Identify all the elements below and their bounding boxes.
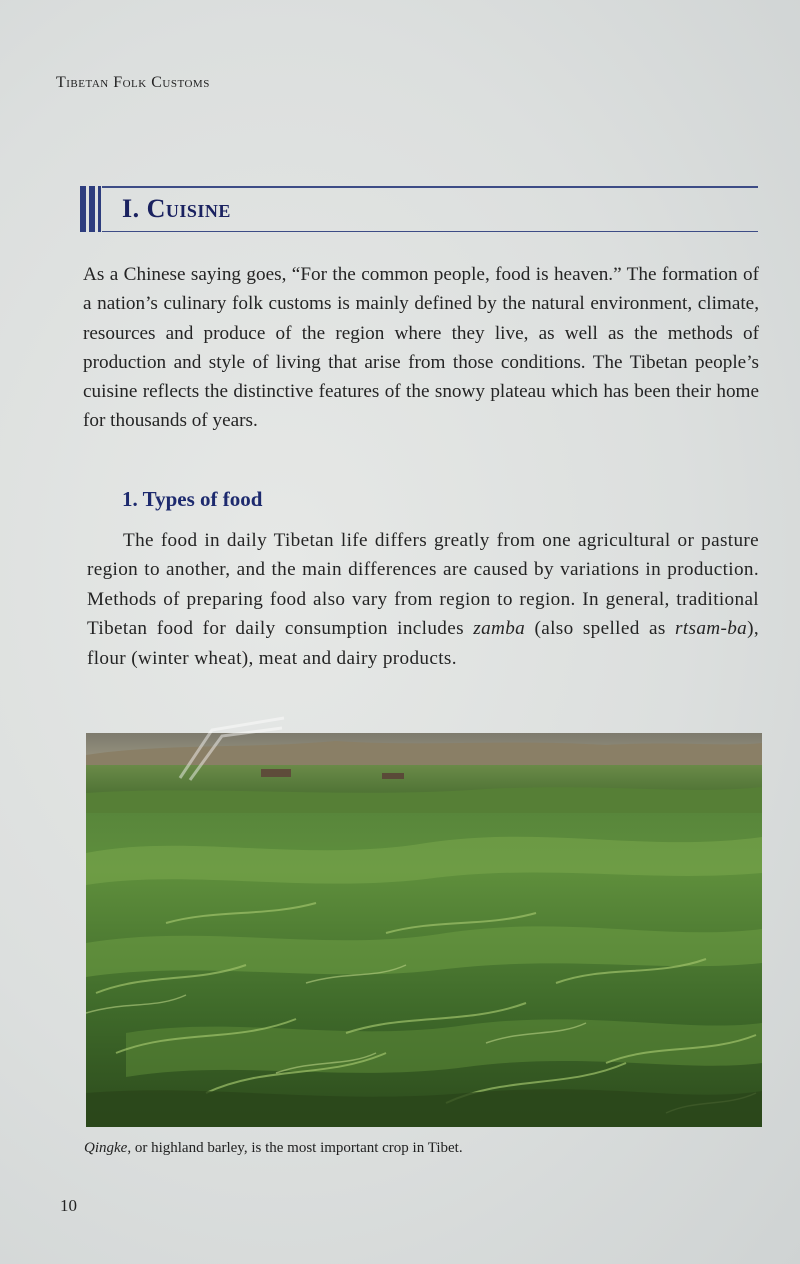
- heading-bottom-rule: [102, 231, 758, 232]
- italic-term-zamba: zamba: [473, 618, 526, 640]
- subsection-title: 1. Types of food: [122, 487, 263, 511]
- page-number: 10: [60, 1196, 77, 1215]
- paragraph-text: ), flour (winter wheat), meat and dairy products.: [87, 618, 760, 669]
- italic-term-rtsam-ba: rtsam-ba: [675, 618, 748, 640]
- heading-top-rule: [102, 186, 758, 188]
- section-heading: [80, 186, 758, 232]
- figure-caption: [84, 1140, 463, 1157]
- paragraph-text: (also spelled as: [525, 618, 676, 640]
- section-title: I. Cuisine: [122, 194, 231, 223]
- caption-text: , or highland barley, is the most important crop in Tibet.: [127, 1140, 463, 1156]
- heading-bars-ornament: [80, 186, 104, 232]
- barley-field-photo: [86, 733, 762, 1127]
- intro-paragraph: As a Chinese saying goes, “For the common people, food is heaven.” The formation of a nation’s culinary folk customs is mainly defined by the natural environment, climate, resources and produce of the region where they live, as well as the methods of production and style of living that arise from those conditions. The Tibetan people’s cuisine reflects the distinctive features of the snowy plateau which has been their home for thousands of years.: [83, 264, 759, 432]
- running-head: Tibetan Folk Customs: [56, 74, 210, 91]
- food-types-paragraph: [87, 526, 759, 673]
- caption-italic-term: Qingke: [84, 1140, 128, 1156]
- watermark-logo: [172, 700, 292, 790]
- paragraph-text: The food in daily Tibetan life differs greatly from one agricultural or pasture region to another, and the main differences are caused by variations in production. Methods of preparing food also vary from region to region. In general, traditional Tibetan food for daily consumption includes: [87, 530, 759, 640]
